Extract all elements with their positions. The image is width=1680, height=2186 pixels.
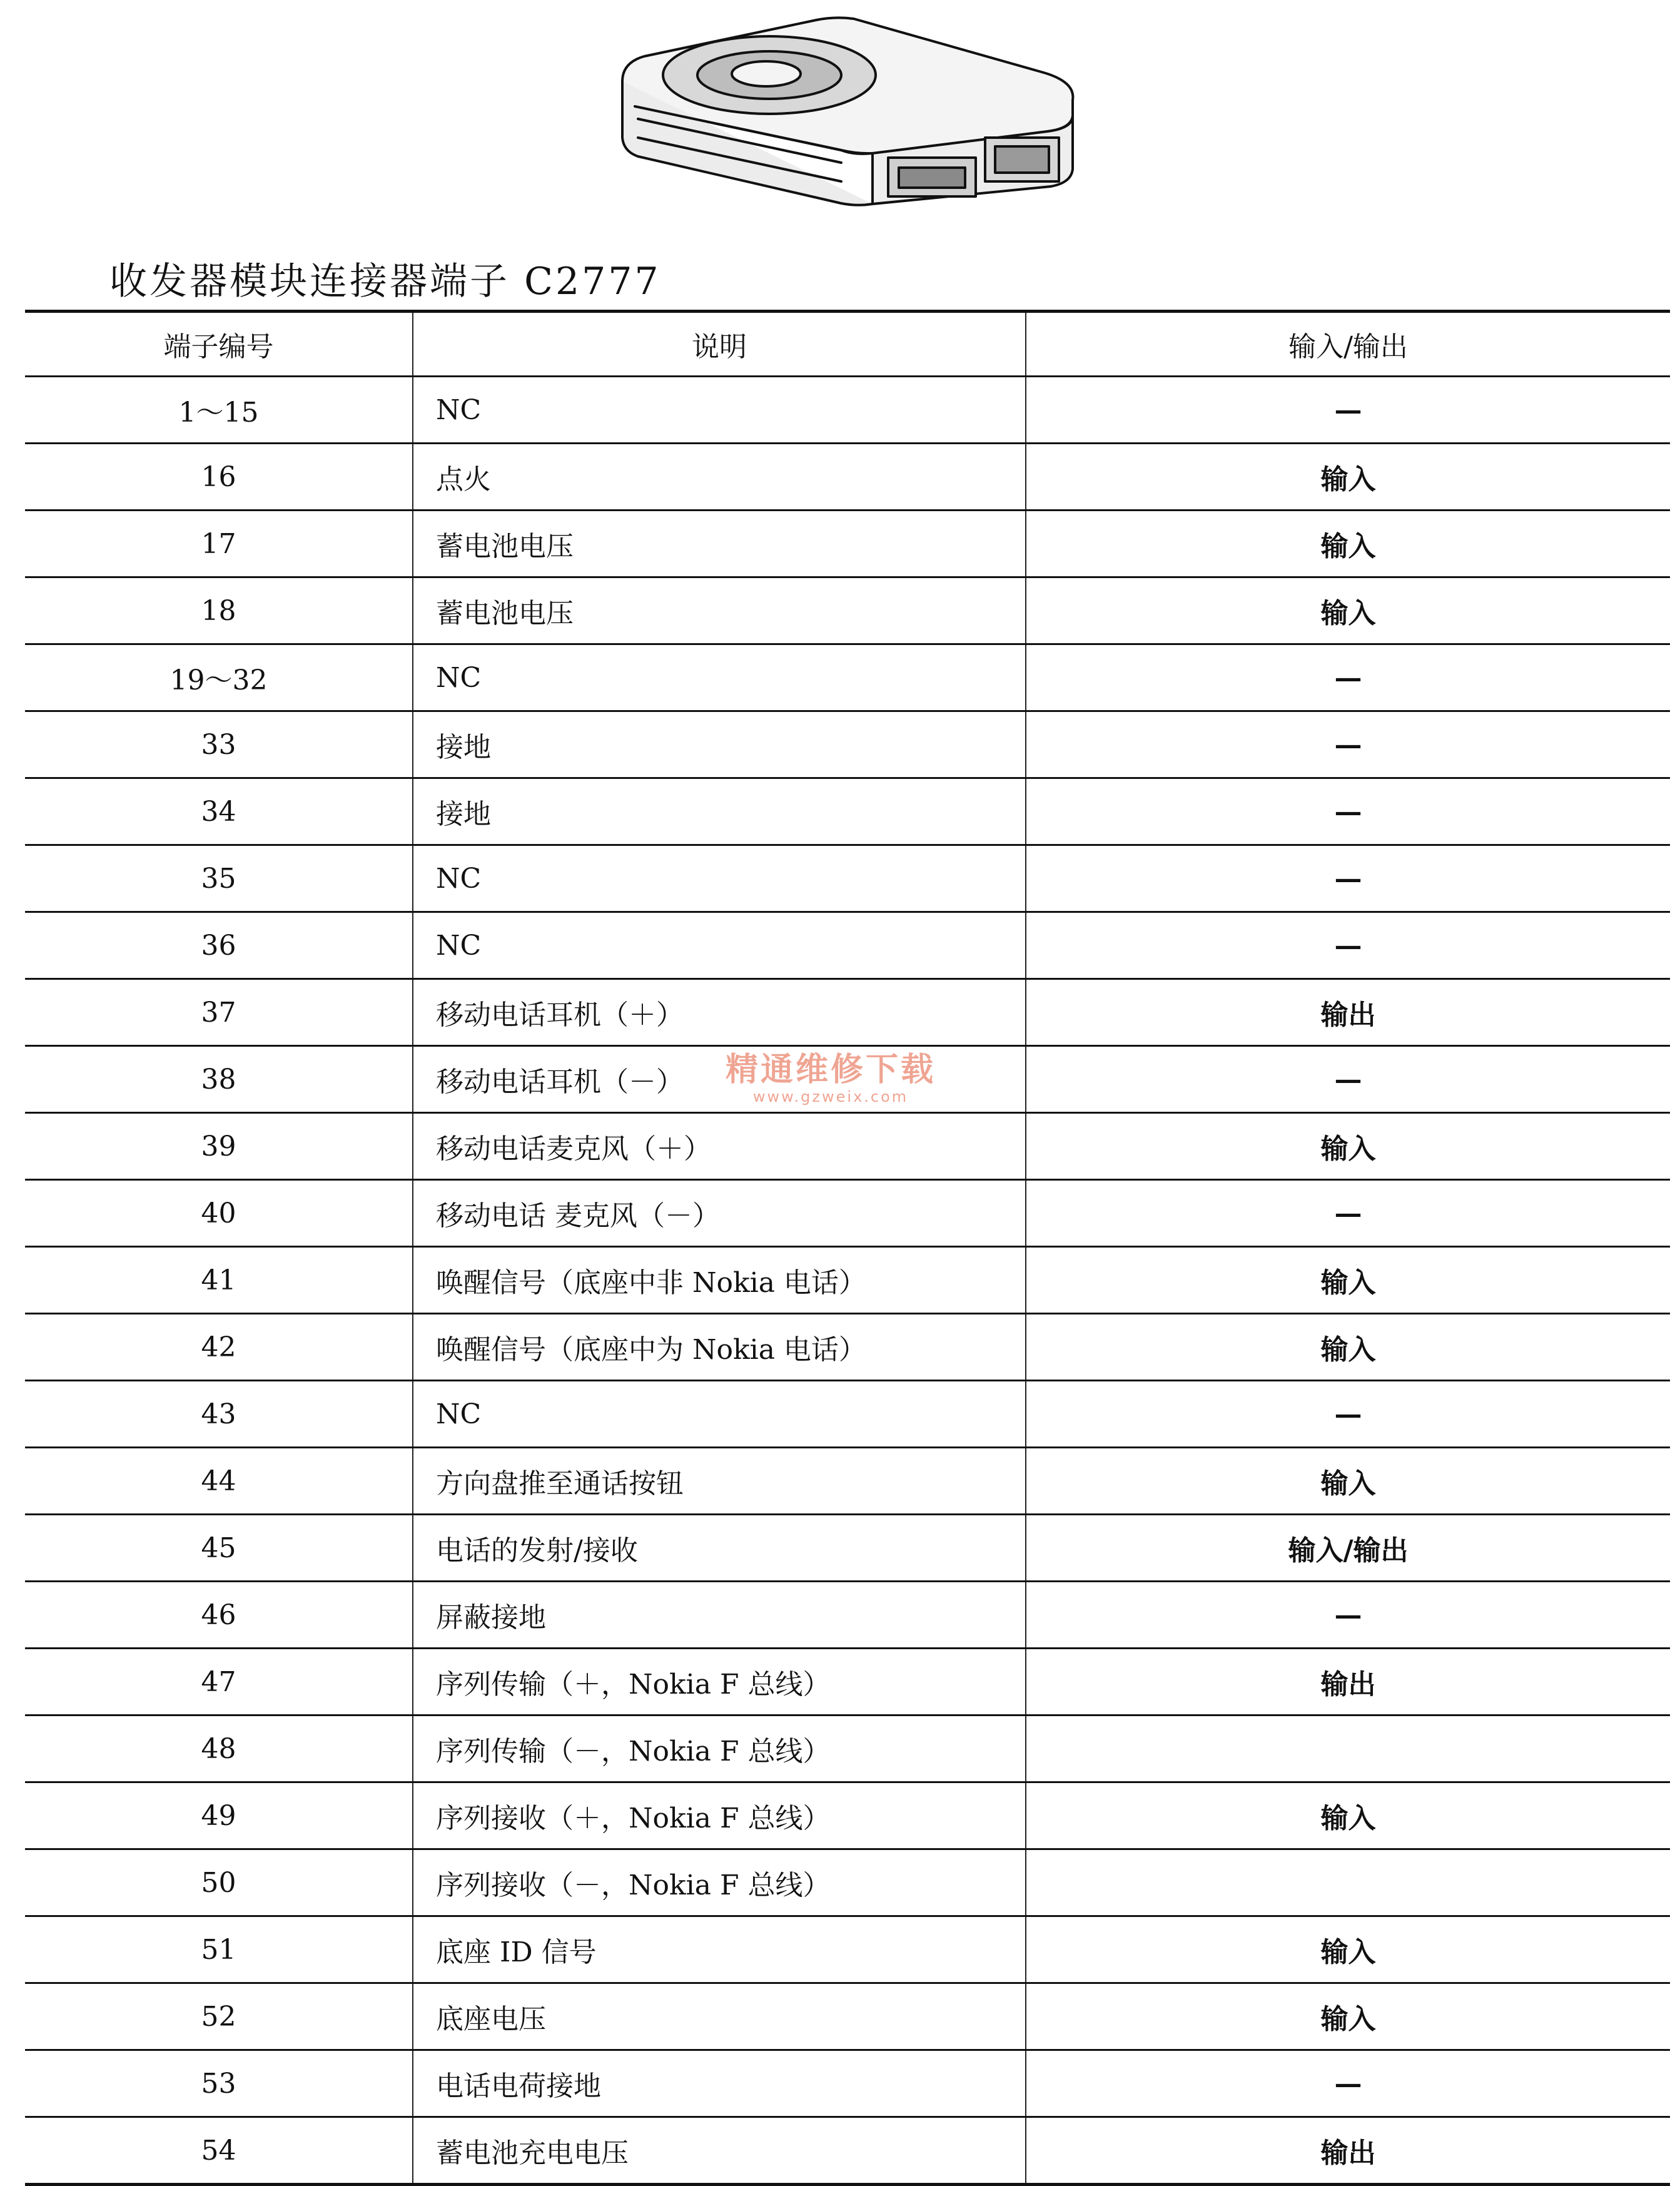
table-row bbox=[25, 1113, 1670, 1180]
table-row bbox=[25, 1716, 1670, 1782]
table-row bbox=[25, 2050, 1670, 2117]
cell-pin: 43 bbox=[25, 1381, 413, 1448]
cell-pin: 41 bbox=[25, 1247, 413, 1314]
cell-pin: 51 bbox=[25, 1916, 413, 1983]
cell-description: 屏蔽接地 bbox=[413, 1582, 1026, 1649]
cell-io bbox=[1026, 1716, 1670, 1782]
cell-description: 移动电话 麦克风（－） bbox=[413, 1180, 1026, 1247]
cell-description: 序列接收（＋，Nokia F 总线） bbox=[413, 1782, 1026, 1849]
cell-pin: 54 bbox=[25, 2117, 413, 2185]
cell-pin: 45 bbox=[25, 1515, 413, 1582]
cell-io: — bbox=[1026, 845, 1670, 912]
table-row bbox=[25, 912, 1670, 979]
cell-pin: 53 bbox=[25, 2050, 413, 2117]
cell-description: 唤醒信号（底座中为 Nokia 电话） bbox=[413, 1314, 1026, 1381]
cell-description: 蓄电池电压 bbox=[413, 577, 1026, 644]
cell-description: NC bbox=[413, 912, 1026, 979]
cell-io: 输入 bbox=[1026, 444, 1670, 511]
cell-pin: 35 bbox=[25, 845, 413, 912]
table-row bbox=[25, 444, 1670, 511]
cell-io: 输入 bbox=[1026, 1247, 1670, 1314]
header-pin: 端子编号 bbox=[25, 312, 413, 377]
table-row bbox=[25, 1582, 1670, 1649]
cell-io: — bbox=[1026, 1046, 1670, 1113]
cell-io: 输入 bbox=[1026, 511, 1670, 577]
cell-description: 蓄电池电压 bbox=[413, 511, 1026, 577]
cell-io: 输入 bbox=[1026, 1448, 1670, 1515]
cell-pin: 1～15 bbox=[25, 377, 413, 444]
cell-description: 移动电话麦克风（＋） bbox=[413, 1113, 1026, 1180]
cell-description: 电话的发射/接收 bbox=[413, 1515, 1026, 1582]
table-row bbox=[25, 577, 1670, 644]
table-row bbox=[25, 1916, 1670, 1983]
table-row bbox=[25, 644, 1670, 711]
table-row bbox=[25, 1782, 1670, 1849]
cell-pin: 52 bbox=[25, 1983, 413, 2050]
table-row bbox=[25, 1381, 1670, 1448]
table-row bbox=[25, 979, 1670, 1046]
table-row bbox=[25, 1849, 1670, 1916]
cell-pin: 18 bbox=[25, 577, 413, 644]
cell-io: — bbox=[1026, 1180, 1670, 1247]
cell-io: 输入 bbox=[1026, 1983, 1670, 2050]
cell-io: — bbox=[1026, 912, 1670, 979]
table-row bbox=[25, 1515, 1670, 1582]
table-row bbox=[25, 377, 1670, 444]
cell-pin: 39 bbox=[25, 1113, 413, 1180]
cell-description: NC bbox=[413, 377, 1026, 444]
cell-io: — bbox=[1026, 778, 1670, 845]
cell-description: 接地 bbox=[413, 778, 1026, 845]
cell-io: — bbox=[1026, 1381, 1670, 1448]
cell-description: 序列传输（＋，Nokia F 总线） bbox=[413, 1649, 1026, 1716]
cell-description: 接地 bbox=[413, 711, 1026, 778]
header-description: 说明 bbox=[413, 312, 1026, 377]
cell-io: 输入 bbox=[1026, 1916, 1670, 1983]
cell-io: — bbox=[1026, 644, 1670, 711]
cell-pin: 19～32 bbox=[25, 644, 413, 711]
table-row bbox=[25, 2117, 1670, 2185]
transceiver-module-illustration bbox=[610, 13, 1091, 253]
cell-pin: 42 bbox=[25, 1314, 413, 1381]
cell-description: NC bbox=[413, 644, 1026, 711]
cell-pin: 17 bbox=[25, 511, 413, 577]
cell-pin: 37 bbox=[25, 979, 413, 1046]
cell-pin: 40 bbox=[25, 1180, 413, 1247]
cell-pin: 47 bbox=[25, 1649, 413, 1716]
cell-description: 底座电压 bbox=[413, 1983, 1026, 2050]
cell-io: — bbox=[1026, 2050, 1670, 2117]
cell-description: 底座 ID 信号 bbox=[413, 1916, 1026, 1983]
cell-pin: 44 bbox=[25, 1448, 413, 1515]
cell-description: NC bbox=[413, 845, 1026, 912]
cell-description: 唤醒信号（底座中非 Nokia 电话） bbox=[413, 1247, 1026, 1314]
cell-pin: 16 bbox=[25, 444, 413, 511]
table-row bbox=[25, 1649, 1670, 1716]
table-row bbox=[25, 1180, 1670, 1247]
cell-pin: 48 bbox=[25, 1716, 413, 1782]
watermark-text: 精通维修下载 bbox=[726, 1051, 936, 1089]
cell-pin: 36 bbox=[25, 912, 413, 979]
cell-description: 方向盘推至通话按钮 bbox=[413, 1448, 1026, 1515]
cell-io: 输出 bbox=[1026, 1649, 1670, 1716]
cell-description: 点火 bbox=[413, 444, 1026, 511]
cell-io: — bbox=[1026, 377, 1670, 444]
cell-pin: 34 bbox=[25, 778, 413, 845]
header-io: 输入/输出 bbox=[1026, 312, 1670, 377]
page-title: 收发器模块连接器端子 C2777 bbox=[109, 260, 661, 303]
cell-description: 移动电话耳机（＋） bbox=[413, 979, 1026, 1046]
table-row bbox=[25, 1314, 1670, 1381]
cell-description: 序列接收（－，Nokia F 总线） bbox=[413, 1849, 1026, 1916]
table-row bbox=[25, 845, 1670, 912]
cell-io: 输出 bbox=[1026, 2117, 1670, 2185]
table-row bbox=[25, 511, 1670, 577]
table-row bbox=[25, 1448, 1670, 1515]
cell-io: 输入/输出 bbox=[1026, 1515, 1670, 1582]
connector-terminal-table bbox=[25, 310, 1670, 2186]
table-row bbox=[25, 711, 1670, 778]
cell-description: 蓄电池充电电压 bbox=[413, 2117, 1026, 2185]
cell-io: 输入 bbox=[1026, 1314, 1670, 1381]
cell-pin: 38 bbox=[25, 1046, 413, 1113]
cell-description: 电话电荷接地 bbox=[413, 2050, 1026, 2117]
cell-io: 输入 bbox=[1026, 577, 1670, 644]
cell-description: 序列传输（－，Nokia F 总线） bbox=[413, 1716, 1026, 1782]
cell-io: 输入 bbox=[1026, 1782, 1670, 1849]
cell-pin: 49 bbox=[25, 1782, 413, 1849]
cell-pin: 50 bbox=[25, 1849, 413, 1916]
table-row bbox=[25, 1247, 1670, 1314]
table-row bbox=[25, 1046, 1670, 1113]
table-row bbox=[25, 778, 1670, 845]
cell-io: 输出 bbox=[1026, 979, 1670, 1046]
table-header-row bbox=[25, 312, 1670, 377]
watermark-url: www.gzweix.com bbox=[752, 1088, 909, 1106]
cell-io: — bbox=[1026, 711, 1670, 778]
cell-description: 移动电话耳机（－） bbox=[413, 1046, 1026, 1113]
cell-io: — bbox=[1026, 1582, 1670, 1649]
cell-pin: 46 bbox=[25, 1582, 413, 1649]
cell-io bbox=[1026, 1849, 1670, 1916]
cell-io: 输入 bbox=[1026, 1113, 1670, 1180]
cell-pin: 33 bbox=[25, 711, 413, 778]
cell-description: NC bbox=[413, 1381, 1026, 1448]
table-row bbox=[25, 1983, 1670, 2050]
